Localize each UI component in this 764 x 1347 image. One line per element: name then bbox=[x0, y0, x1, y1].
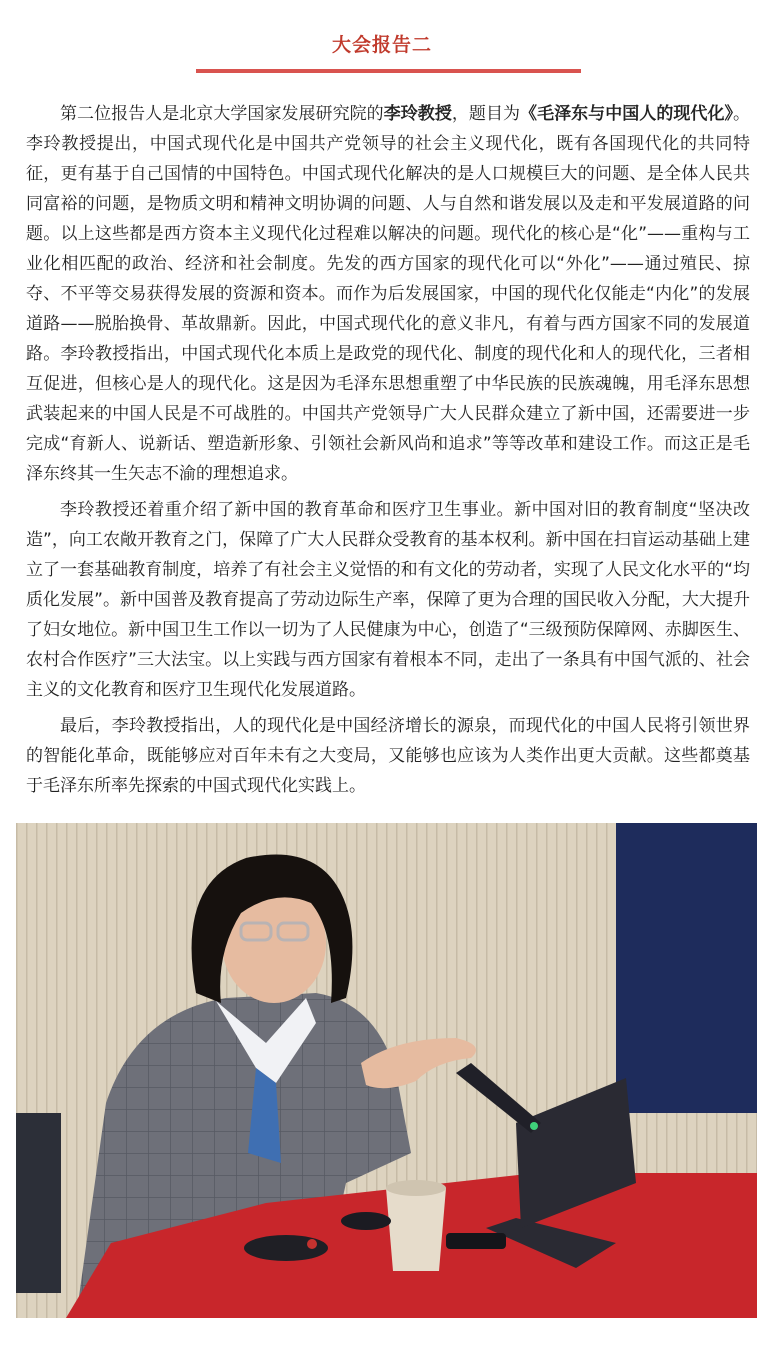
paragraph-3: 最后，李玲教授指出，人的现代化是中国经济增长的源泉，而现代化的中国人民将引领世界的智能化革命，既能够应对百年未有之大变局，又能够也应该为人类作出更大贡献。这些都奠基于毛泽东所率先探索的中国式现代化实践上。 bbox=[26, 716, 750, 796]
heading-underline bbox=[196, 69, 581, 73]
phone bbox=[446, 1233, 506, 1249]
section-heading: 大会报告二 bbox=[331, 34, 432, 56]
article-body bbox=[26, 99, 750, 807]
p1-body: 。李玲教授提出，中国式现代化是中国共产党领导的社会主义现代化，既有各国现代化的共同特征，更有基于自己国情的中国特色。中国式现代化解决的是人口规模巨大的问题、是全体人民共同富裕的问题，是物质文明和精神文明协调的问题、人与自然和谐发展以及走和平发展道路的问题。以上这些都是西方资本主义现代化过程难以解决的问题。现代化的核心是“化”——重构与工业化相匹配的政治、经济和社会制度。先发的西方国家的现代化可以“外化”——通过殖民、掠夺、不平等交易获得发展的资源和资本。而作为后发展国家，中国的现代化仅能走“内化”的发展道路——脱胎换骨、革故鼎新。因此，中国式现代化的意义非凡，有着与西方国家不同的发展道路。李玲教授指出，中国式现代化本质上是政党的现代化、制度的现代化和人的现代化，三者相互促进，但核心是人的现代化。这是因为毛泽东思想重塑了中华民族的民族魂魄，用毛泽东思想武装起来的中国人民是不可战胜的。中国共产党领导广大人民群众建立了新中国，还需要进一步完成“育新人、说新话、塑造新形象、引领社会新风尚和追求”等等改革和建设工作。而这正是毛泽东终其一生矢志不渝的理想追求。 bbox=[26, 104, 751, 484]
mouse bbox=[341, 1212, 391, 1230]
presenter-remote bbox=[244, 1235, 328, 1261]
paragraph-1 bbox=[26, 99, 750, 489]
p1-mid: ，题目为 bbox=[451, 104, 521, 124]
chair-back bbox=[16, 1113, 61, 1293]
remote-button bbox=[307, 1239, 317, 1249]
report-title: 《毛泽东与中国人的现代化》 bbox=[520, 104, 734, 124]
speaker-photo bbox=[16, 823, 757, 1318]
cup-rim bbox=[386, 1180, 446, 1196]
coffee-cup bbox=[386, 1188, 446, 1271]
speaker-photo-illustration bbox=[16, 823, 757, 1318]
speaker-name: 李玲教授 bbox=[383, 104, 452, 124]
p1-intro: 第二位报告人是北京大学国家发展研究院的 bbox=[60, 104, 384, 124]
microphone-light bbox=[530, 1122, 538, 1130]
blue-panel bbox=[616, 823, 757, 1113]
paragraph-2: 李玲教授还着重介绍了新中国的教育革命和医疗卫生事业。新中国对旧的教育制度“坚决改造”，向工农敞开教育之门，保障了广大人民群众受教育的基本权利。新中国在扫盲运动基础上建立了一套基础教育制度，培养了有社会主义觉悟的和有文化的劳动者，实现了人民文化水平的“均质化发展”。新中国普及教育提高了劳动边际生产率，保障了更为合理的国民收入分配，大大提升了妇女地位。新中国卫生工作以一切为了人民健康为中心，创造了“三级预防保障网、赤脚医生、农村合作医疗”三大法宝。以上实践与西方国家有着根本不同，走出了一条具有中国气派的、社会主义的文化教育和医疗卫生现代化发展道路。 bbox=[26, 500, 750, 700]
